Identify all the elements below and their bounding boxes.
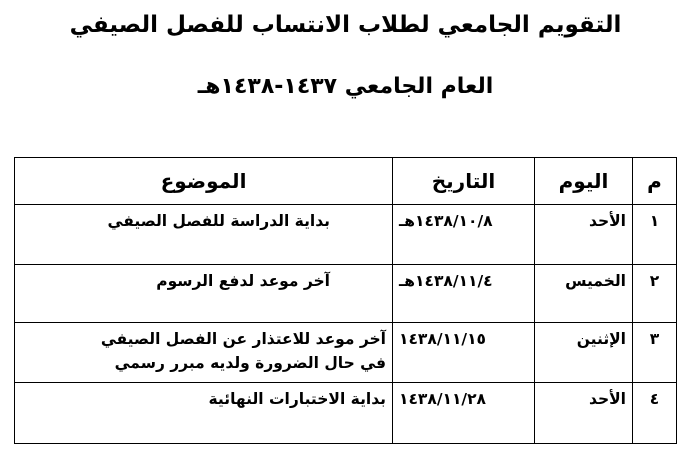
table-row [15, 205, 677, 265]
table-row [15, 265, 677, 323]
header-day: اليوم [535, 158, 633, 205]
subject-line: بداية الاختبارات النهائية [208, 390, 386, 408]
subject-line: في حال الضرورة ولديه مبرر رسمي [114, 354, 386, 372]
row-day: الأحد [535, 205, 633, 265]
row-num: ٢ [633, 265, 677, 323]
table-header-row [15, 158, 677, 205]
document-title: التقويم الجامعي لطلاب الانتساب للفصل الصيفي [69, 12, 622, 38]
row-date: ١٤٣٨/١٠/٨هـ [393, 205, 535, 265]
row-day: الخميس [535, 265, 633, 323]
row-num: ١ [633, 205, 677, 265]
header-subject: الموضوع [15, 158, 393, 205]
row-day: الإثنين [535, 323, 633, 383]
row-subject [15, 383, 393, 444]
subject-line: آخر موعد للاعتذار عن الفصل الصيفي [100, 330, 386, 348]
row-date: ١٤٣٨/١١/٤هـ [393, 265, 535, 323]
row-date: ١٤٣٨/١١/٢٨ [393, 383, 535, 444]
row-day: الأحد [535, 383, 633, 444]
table-row [15, 383, 677, 444]
header-num: م [633, 158, 677, 205]
row-subject [15, 205, 393, 265]
row-date: ١٤٣٨/١١/١٥ [393, 323, 535, 383]
header-date: التاريخ [393, 158, 535, 205]
row-num: ٤ [633, 383, 677, 444]
academic-year-subtitle: العام الجامعي ١٤٣٧-١٤٣٨هـ [197, 74, 494, 99]
calendar-table [14, 157, 677, 444]
row-num: ٣ [633, 323, 677, 383]
row-subject [15, 265, 393, 323]
row-subject [15, 323, 393, 383]
subject-line: بداية الدراسة للفصل الصيفي [107, 212, 330, 230]
subject-line: آخر موعد لدفع الرسوم [156, 272, 330, 290]
table-row [15, 323, 677, 383]
